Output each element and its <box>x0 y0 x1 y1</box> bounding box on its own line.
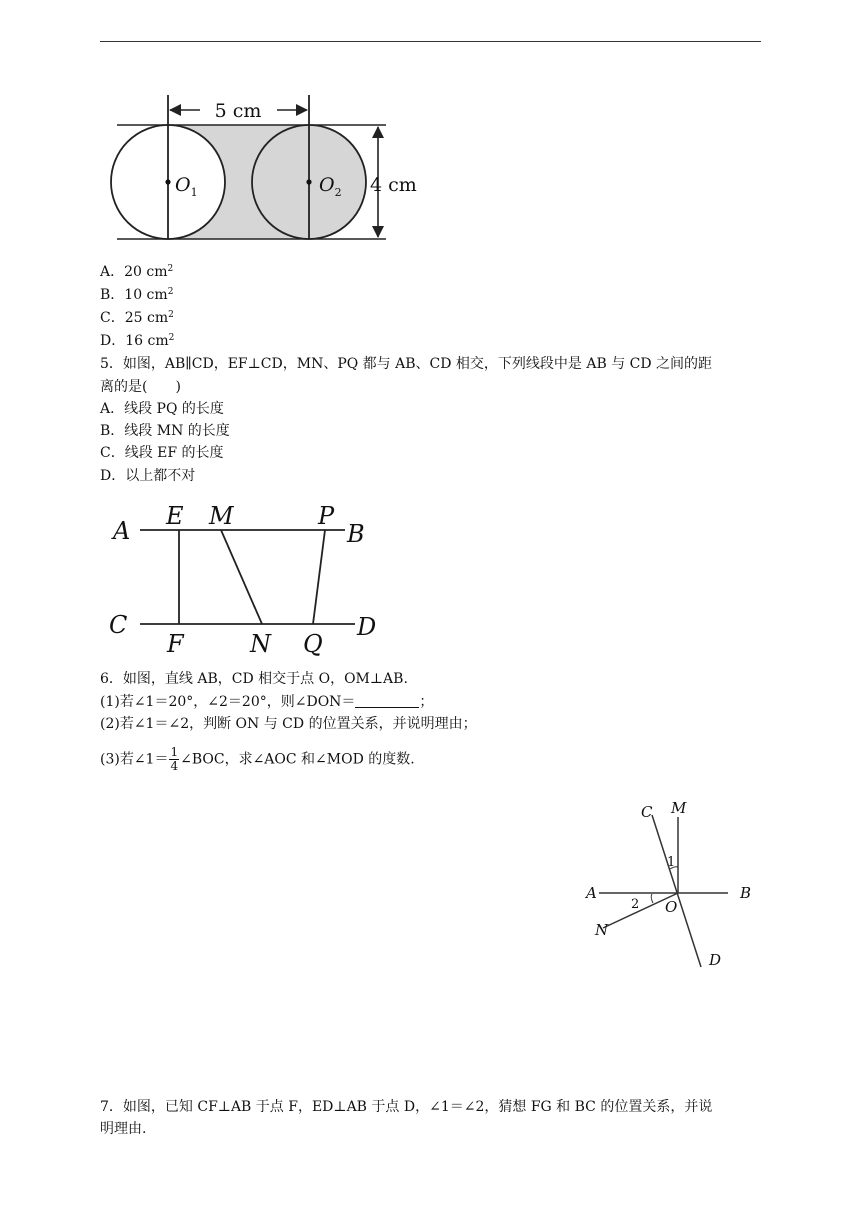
label-b: B <box>347 520 365 548</box>
figure-two-circles <box>100 90 430 250</box>
q6-part3: (3)若∠1＝ $\frac{1}{4}$ ∠BOC，求∠AOC 和∠MOD 的度数. <box>100 745 415 773</box>
label-f: F <box>167 630 184 658</box>
q7-stem-line1: 7．如图，已知 CF⊥AB 于点 F，ED⊥AB 于点 D，∠1＝∠2，猜想 FG 和 BC 的位置关系，并说 <box>100 1099 713 1115</box>
label-a: A <box>113 517 131 545</box>
label-b: B <box>740 884 752 902</box>
center-o1-label: $O_1$ <box>175 174 198 199</box>
figure-intersecting-lines <box>580 795 760 975</box>
label-d: D <box>357 613 377 641</box>
q5-option-b: B．线段 MN 的长度 <box>100 423 230 439</box>
q4-option-d: D．16 $cm^2$ <box>100 333 175 349</box>
q5-option-c: C．线段 EF 的长度 <box>100 445 224 461</box>
width-label: 5 cm <box>214 100 262 122</box>
q5-option-a: A．线段 PQ 的长度 <box>100 401 224 417</box>
answer-blank[interactable] <box>355 694 419 708</box>
label-d: D <box>709 951 722 969</box>
fraction-one-quarter: $\frac{1}{4}$ <box>170 745 179 773</box>
label-e: E <box>166 502 184 530</box>
q7-stem-line2: 明理由. <box>100 1121 147 1137</box>
label-c: C <box>109 611 128 639</box>
height-label: 4 cm <box>370 174 417 196</box>
label-c: C <box>641 803 653 821</box>
q6-stem: 6．如图，直线 AB，CD 相交于点 O，OM⊥AB. <box>100 671 408 687</box>
q5-option-d: D．以上都不对 <box>100 468 196 484</box>
q5-stem-line1: 5．如图，AB∥CD，EF⊥CD，MN、PQ 都与 AB、CD 相交，下列线段中是 AB 与 CD 之间的距 <box>100 356 713 372</box>
figure-parallel-lines <box>105 500 390 660</box>
q6-part1: (1)若∠1＝20°，∠2＝20°，则∠DON＝ ； <box>100 694 434 710</box>
q5-stem-line2: 离的是( ) <box>100 379 181 395</box>
label-m: M <box>209 502 234 530</box>
center-o2-label: $O_2$ <box>319 174 342 199</box>
label-a: A <box>586 884 597 902</box>
label-q: Q <box>303 630 323 658</box>
label-p: P <box>318 502 335 530</box>
label-n: N <box>250 630 271 658</box>
label-m: M <box>671 799 687 817</box>
q4-option-c: C．25 $cm^2$ <box>100 310 174 326</box>
label-o: O <box>665 898 678 916</box>
q4-option-a: A．20 $cm^2$ <box>100 264 174 280</box>
header-rule <box>100 41 761 42</box>
angle-2-label: 2 <box>631 897 640 912</box>
q4-option-b: B．10 $cm^2$ <box>100 287 174 303</box>
angle-1-label: 1 <box>667 855 676 870</box>
label-n: N <box>595 921 609 939</box>
q6-part2: (2)若∠1＝∠2，判断 ON 与 CD 的位置关系，并说明理由； <box>100 716 477 732</box>
